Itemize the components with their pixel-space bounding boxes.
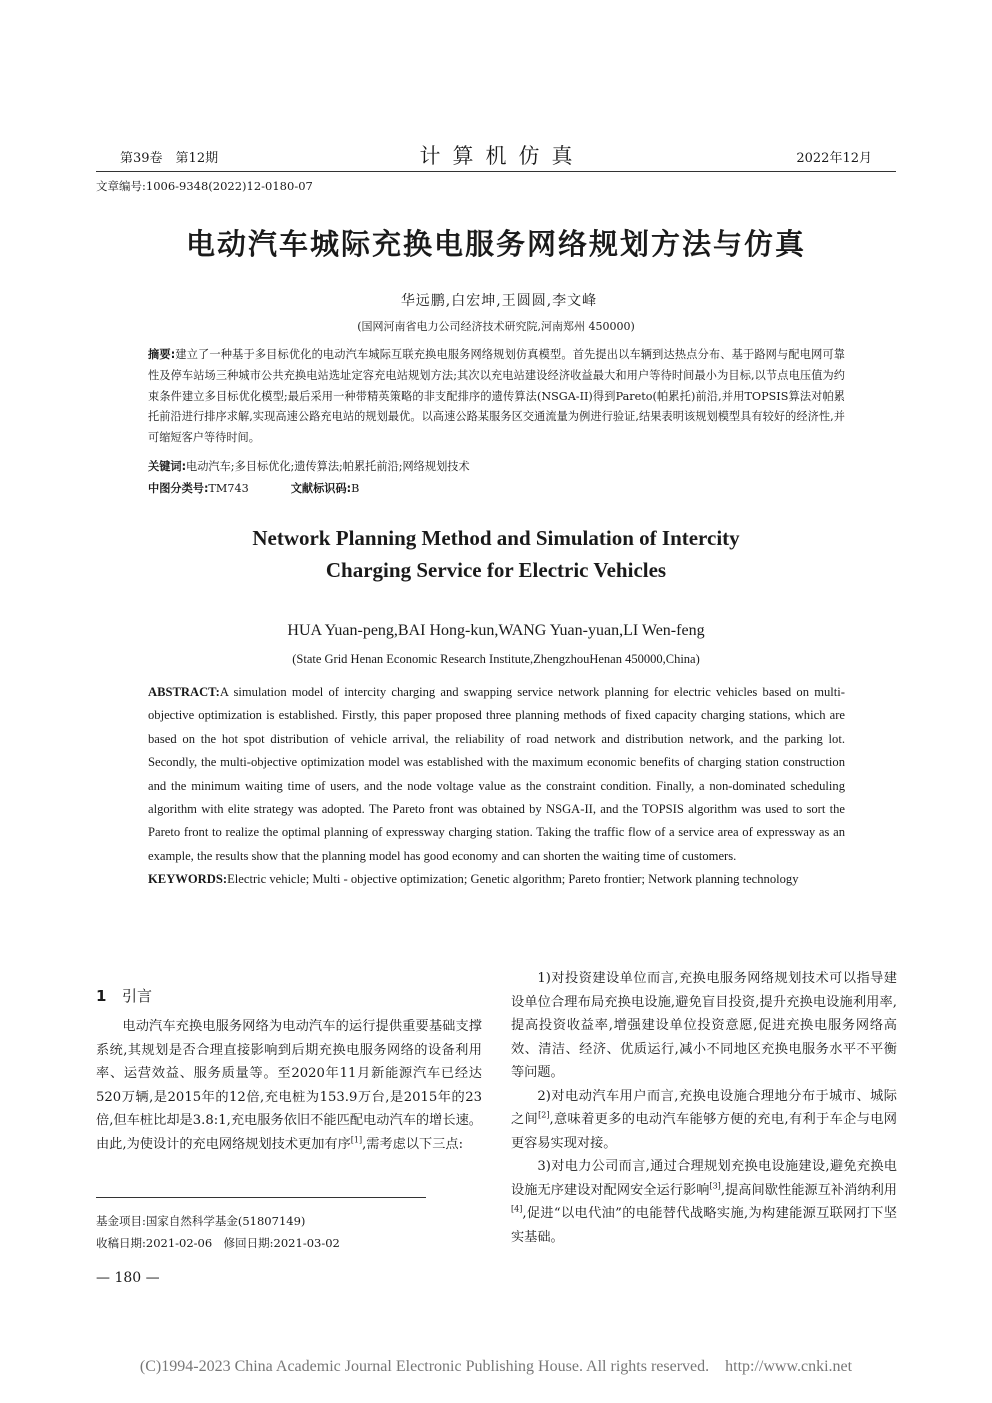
copyright-line: (C)1994-2023 China Academic Journal Electronic Publishing House. All rights reserved. http://www.cnki.net	[139, 1358, 853, 1375]
keywords-en-label: KEYWORDS:	[148, 872, 228, 887]
footnote-fund: 基金项目:国家自然科学基金(51807149)	[96, 1214, 306, 1228]
abstract-cn	[148, 345, 845, 449]
page-number: — 180 —	[96, 1270, 160, 1286]
paper-title-cn: 电动汽车城际充换电服务网络规划方法与仿真	[185, 227, 806, 261]
citation-ref: [3]	[709, 1181, 721, 1191]
point-2-text-b: ,意味着更多的电动汽车能够方便的充电,有利于车企与电网更容易实现对接。	[511, 1112, 897, 1151]
affiliation-en: (State Grid Henan Economic Research Institute,ZhengzhouHenan 450000,China)	[292, 652, 700, 666]
paper-title-en-line1: Network Planning Method and Simulation of Intercity	[252, 526, 740, 550]
classification-line	[148, 480, 359, 496]
abstract-cn-label: 摘要:	[148, 348, 176, 361]
point-3-text-a: 3)对电力公司而言,通过合理规划充换电设施建设,避免充换电设施无序建设对配网安全运行影响	[511, 1159, 897, 1198]
running-header-volume: 第39卷 第12期	[120, 151, 219, 166]
abstract-en-paragraph	[148, 681, 845, 868]
point-3	[511, 1155, 897, 1249]
body-column-left	[96, 1015, 482, 1156]
affiliation-cn: (国网河南省电力公司经济技术研究院,河南郑州 450000)	[357, 320, 635, 333]
footnote-rule	[96, 1197, 426, 1198]
authors-en: HUA Yuan-peng,BAI Hong-kun,WANG Yuan-yuan,LI Wen-feng	[287, 622, 705, 639]
point-3-text-c: ,促进“以电代油”的电能替代战略实施,为构建能源互联网打下坚实基础。	[511, 1206, 897, 1245]
keywords-cn-text: 电动汽车;多目标优化;遗传算法;帕累托前沿;网络规划技术	[186, 460, 470, 473]
doc-code-value: B	[351, 482, 360, 495]
citation-ref: [1]	[350, 1135, 363, 1145]
intro-text-b: ,需考虑以下三点:	[362, 1136, 464, 1152]
intro-paragraph	[96, 1015, 482, 1156]
point-2-text-a: 2)对电动汽车用户而言,充换电设施合理地分布于城市、城际之间	[511, 1088, 897, 1127]
intro-text-a: 电动汽车充换电服务网络为电动汽车的运行提供重要基础支撑系统,其规划是否合理直接影响到后期充换电服务网络的设备利用率、运营效益、服务质量等。至2020年11月新能源汽车已经达520万辆,是2015年的12倍,充电桩为153.9万台,是2015年的23倍,但车桩比却是3.8:1,充电服务依旧不能匹配电动汽车的增长速。由此,为使设计的充电网络规划技术更加有序	[96, 1019, 482, 1152]
keywords-cn-label: 关键词:	[148, 460, 187, 473]
header-rule	[96, 171, 896, 172]
article-number: 文章编号:1006-9348(2022)12-0180-07	[96, 179, 313, 193]
authors-cn: 华远鹏,白宏坤,王圆圆,李文峰	[400, 293, 598, 309]
abstract-en-text: A simulation model of intercity charging and swapping service network planning for electric vehicles based on multi-objective optimization is established. Firstly, this paper proposed three planning methods of fixed capacity charging stations, which are based on the hot spot distribution of vehicle arrival, the reliability of road network and distribution network, and the parking lot. Secondly, the multi-objective optimization model was established with the maximum economic benefits of charging station construction and the minimum waiting time of users, and the node voltage value as the constraint condition. Finally, a non-dominated scheduling algorithm with elite strategy was adopted. The Pareto front was obtained by NSGA-II, and the TOPSIS algorithm was used to sort the Pareto front to realize the optimal planning of expressway charging station. Taking the traffic flow of a service area of expressway as an example, the results show that the planning model has good economy and can shorten the waiting time of customers.	[148, 685, 845, 863]
keywords-cn	[148, 458, 470, 474]
doc-code-label: 文献标识码:	[290, 482, 352, 495]
section-title: 引言	[122, 987, 153, 1005]
section-number: 1	[96, 987, 107, 1005]
running-header-date: 2022年12月	[796, 151, 872, 166]
clc-label: 中图分类号:	[148, 482, 209, 495]
point-3-text-b: ,提高间歇性能源互补消纳利用	[720, 1182, 897, 1198]
abstract-en	[148, 681, 845, 892]
citation-ref: [2]	[538, 1110, 550, 1120]
paper-title-en-line2: Charging Service for Electric Vehicles	[325, 558, 667, 582]
point-1: 1)对投资建设单位而言,充换电服务网络规划技术可以指导建设单位合理布局充换电设施,避免盲目投资,提升充换电设施利用率,提高投资收益率,增强建设单位投资意愿,促进充换电服务网络高效、清洁、经济、优质运行,减小不同地区充换电服务水平不平衡等问题。	[511, 971, 897, 1080]
footnote-dates: 收稿日期:2021-02-06 修回日期:2021-03-02	[96, 1236, 340, 1250]
keywords-en-text: Electric vehicle; Multi - objective optimization; Genetic algorithm; Pareto frontier; Network planning technology	[227, 872, 799, 887]
abstract-cn-text: 建立了一种基于多目标优化的电动汽车城际互联充换电服务网络规划仿真模型。首先提出以车辆到达热点分布、基于路网与配电网可靠性及停车站场三种城市公共充换电站选址定容充电站规划方法;其次以充电站建设经济收益最大和用户等待时间最小为目标,以节点电压值为约束条件建立多目标优化模型;最后采用一种带精英策略的非支配排序的遗传算法(NSGA-II)得到Pareto(帕累托)前沿,并用TOPSIS算法对帕累托前沿进行排序求解,实现高速公路充电站的规划最优。以高速公路某服务区交通流量为例进行验证,结果表明该规划模型具有较好的经济性,并可缩短客户等待时间。	[148, 348, 845, 445]
abstract-en-label: ABSTRACT:	[148, 685, 220, 699]
point-2	[511, 1085, 897, 1156]
citation-ref: [4]	[511, 1204, 523, 1214]
keywords-en	[148, 868, 845, 891]
paper-title-en	[0, 522, 992, 586]
running-header-journal: 计算机仿真	[419, 144, 585, 168]
body-column-right	[511, 967, 897, 1249]
section-heading	[96, 985, 152, 1006]
clc-value: TM743	[208, 482, 249, 495]
